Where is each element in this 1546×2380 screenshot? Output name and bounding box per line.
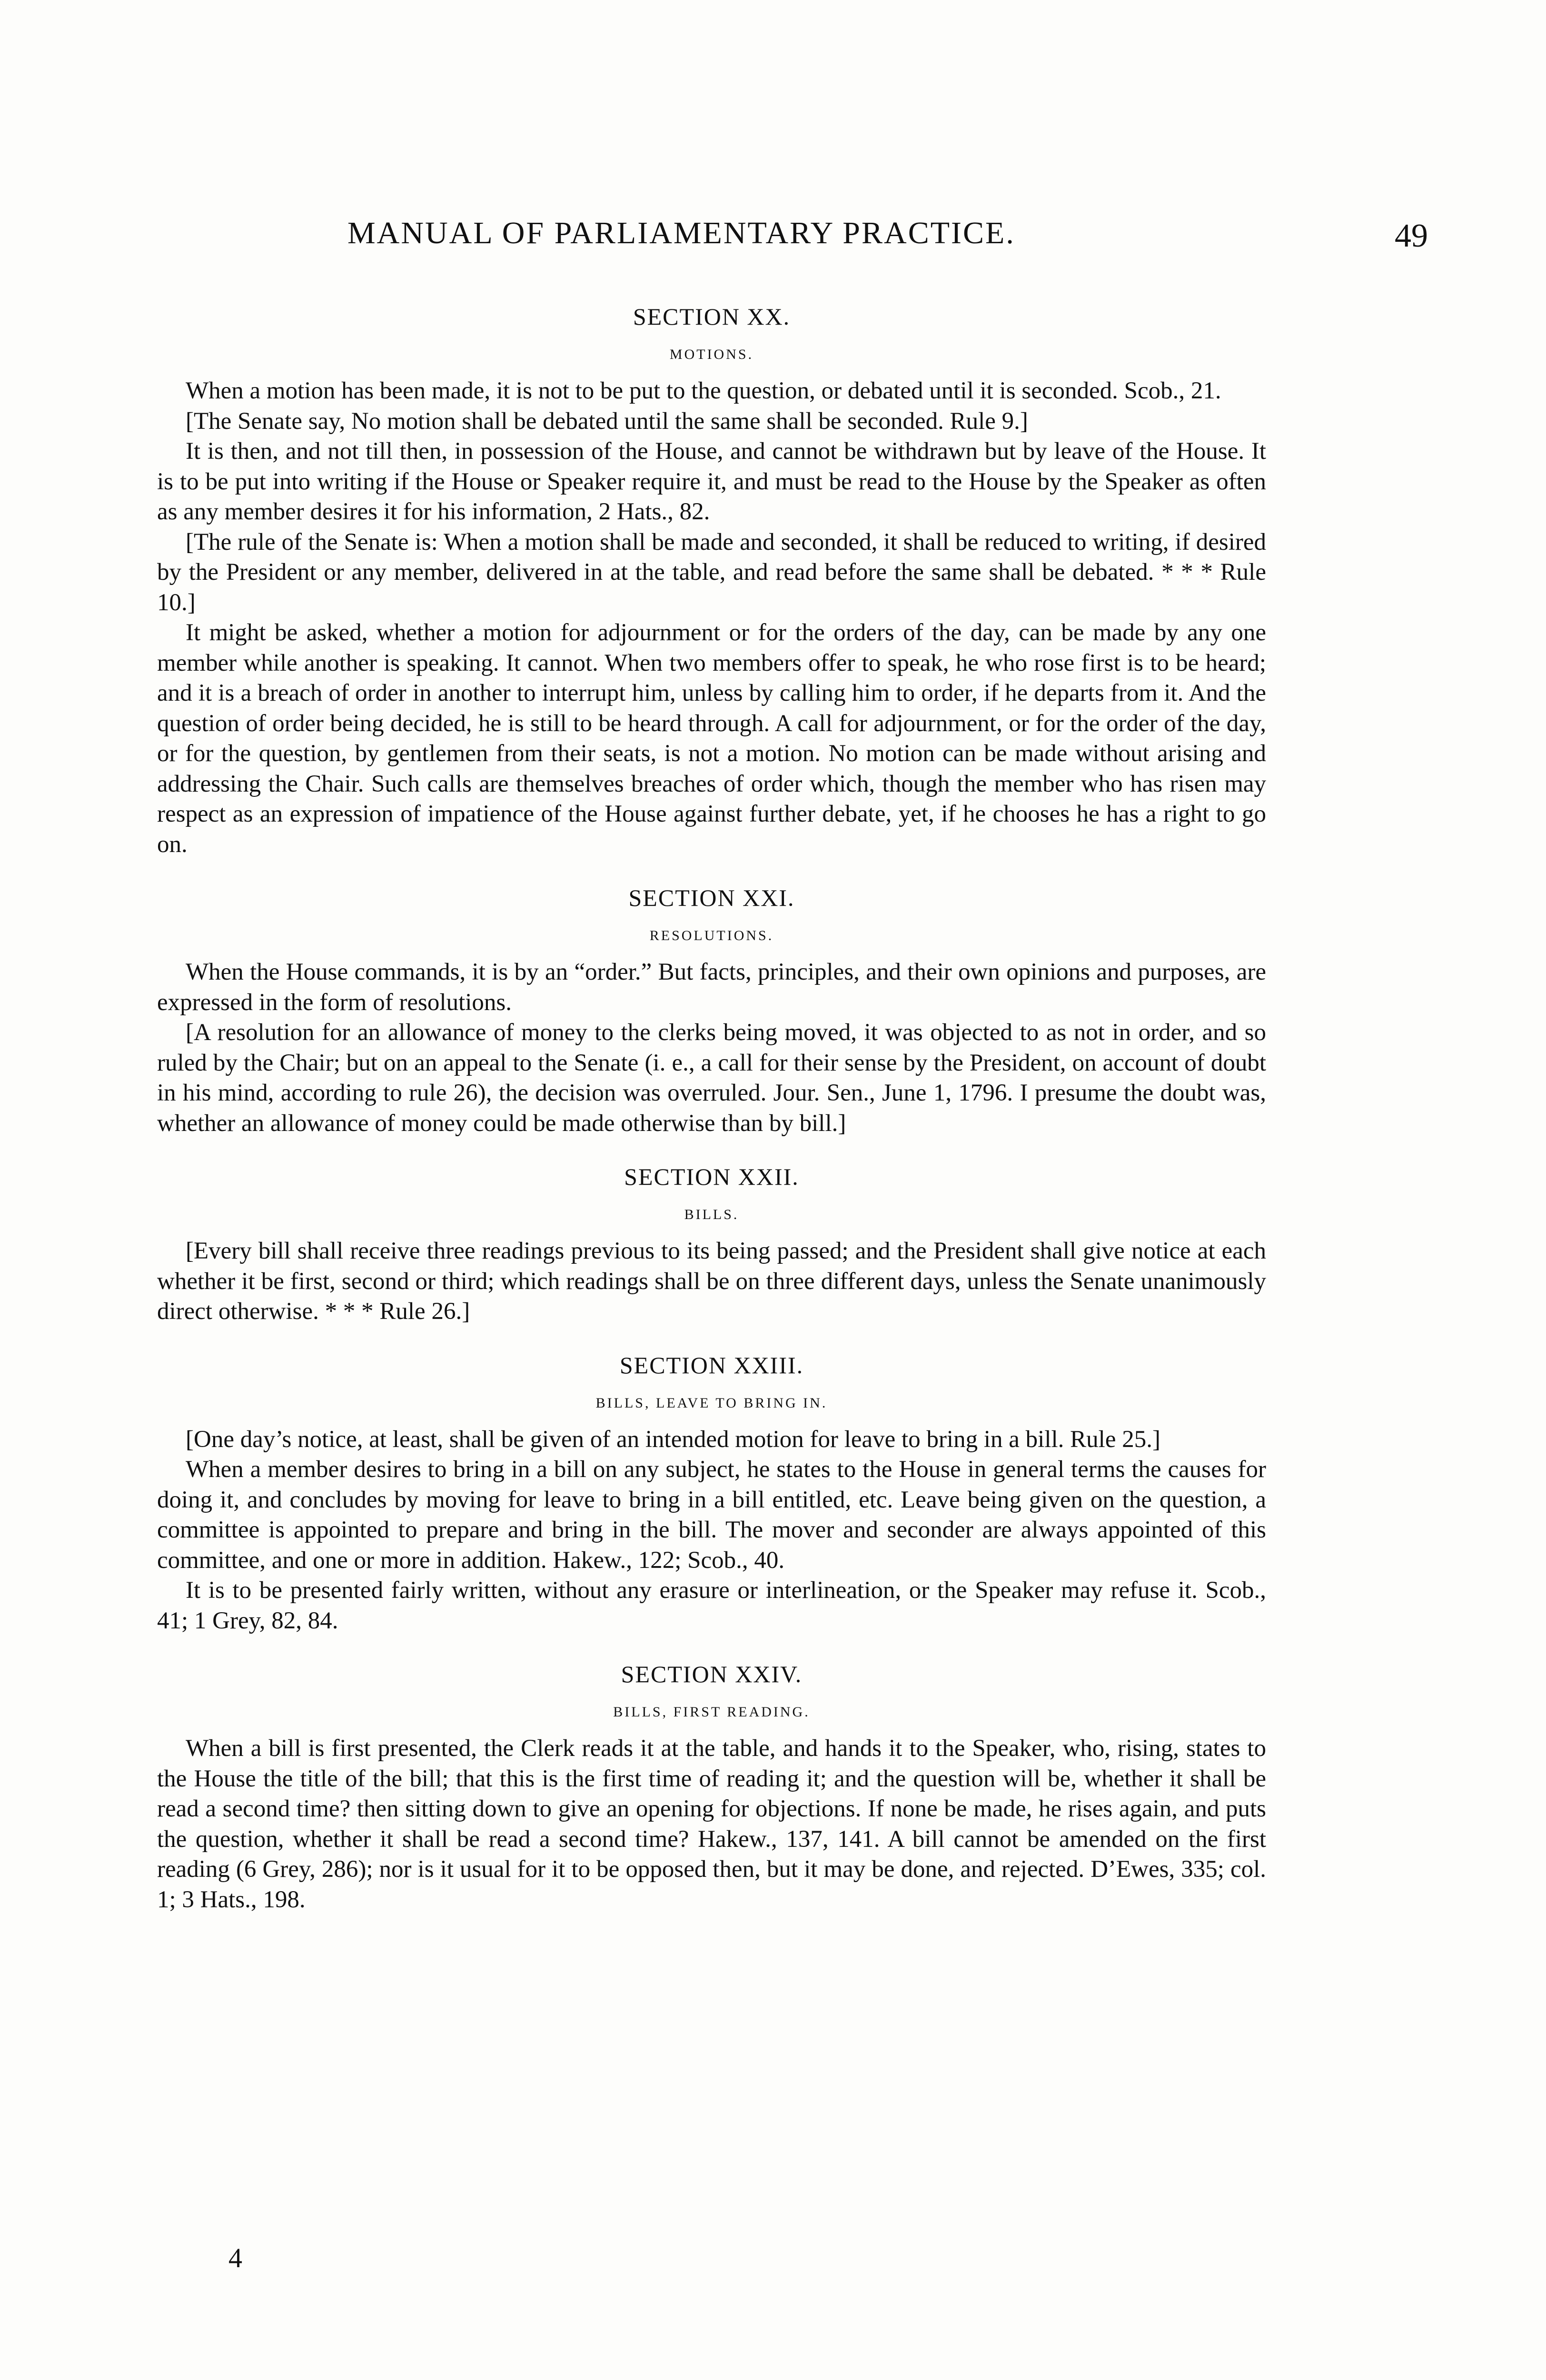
paragraph: [Every bill shall receive three readings previous to its being passed; and the President shall give notice at each whether it be first, second or third; which readings shall be on three different days, unless the Senate unanimously direct otherwise. * * * Rule 26.]: [157, 1238, 1266, 1325]
paragraph: [The rule of the Senate is: When a motion shall be made and seconded, it shall be reduced to writing, if desired by the President or any member, delivered in at the table, and read before the same shall be debated. * * * Rule 10.]: [157, 528, 1266, 616]
paragraph: [The Senate say, No motion shall be debated until the same shall be seconded. Rule 9.]: [186, 407, 1028, 435]
running-head: [157, 215, 1428, 268]
signature-mark: 4: [228, 2242, 242, 2273]
paragraph: [A resolution for an allowance of money to the clerks being moved, it was objected to as not in order, and so ruled by the Chair; but on an appeal to the Senate (i. e., a call for their sense by the President, on account of doubt in his mind, according to rule 26), the decision was overruled. Jour. Sen., June 1, 1796. I presume the doubt was, whether an allowance of money could be made otherwise than by bill.]: [157, 1019, 1266, 1137]
paragraph: When a member desires to bring in a bill on any subject, he states to the House in general terms the causes for doing it, and concludes by moving for leave to bring in a bill entitled, etc. Leave being given on the question, a committee is appointed to prepare and bring in the bill. The mover and seconder are always appointed of this committee, and one or more in addition. Hakew., 122; Scob., 40.: [157, 1456, 1266, 1574]
section-subtitle: MOTIONS.: [669, 347, 754, 362]
paragraph: When the House commands, it is by an “order.” But facts, principles, and their own opinions and purposes, are expressed in the form of resolutions.: [157, 959, 1266, 1016]
section-motions: [157, 305, 1266, 860]
section-subtitle: BILLS, FIRST READING.: [613, 1704, 810, 1720]
section-subtitle: BILLS.: [684, 1207, 739, 1222]
section-bills-leave: [157, 1353, 1266, 1636]
running-title: MANUAL OF PARLIAMENTARY PRACTICE.: [347, 216, 1015, 250]
section-subtitle: BILLS, LEAVE TO BRING IN.: [595, 1395, 828, 1411]
section-title: SECTION XX.: [633, 303, 791, 330]
paragraph: It might be asked, whether a motion for adjournment or for the orders of the day, can be made by any one member while another is speaking. It cannot. When two members offer to speak, he who rose first is to be heard; and it is a breach of order in another to interrupt him, unless by calling him to order, if he departs from it. And the question of order being decided, he is still to be heard through. A call for adjournment, or for the order of the day, or for the question, by gentlemen from their seats, is not a motion. No motion can be made without arising and addressing the Chair. Such calls are themselves breaches of order which, though the member who has risen may respect as an expression of impatience of the House against further debate, yet, if he chooses he has a right to go on.: [157, 619, 1266, 858]
section-subtitle: RESOLUTIONS.: [649, 928, 774, 943]
paragraph: It is to be presented fairly written, without any erasure or interlineation, or the Speaker may refuse it. Scob., 41; 1 Grey, 82, 84.: [157, 1577, 1266, 1634]
paragraph: When a motion has been made, it is not to be put to the question, or debated until it is seconded. Scob., 21.: [186, 377, 1221, 404]
section-resolutions: [157, 886, 1266, 1139]
paragraph: When a bill is first presented, the Clerk reads it at the table, and hands it to the Speaker, who, rising, states to the House the title of the bill; that this is the first time of reading it; and the question will be, whether it shall be read a second time? then sitting down to give an opening for objections. If none be made, he rises again, and puts the question, whether it shall be read a second time? Hakew., 137, 141. A bill cannot be amended on the first reading (6 Grey, 286); nor is it usual for it to be opposed then, but it may be done, and rejected. D’Ewes, 335; col. 1; 3 Hats., 198.: [157, 1735, 1266, 1913]
section-title: SECTION XXIII.: [619, 1351, 804, 1378]
section-bills: [157, 1165, 1266, 1327]
section-title: SECTION XXI.: [628, 884, 795, 911]
page-number: 49: [1395, 218, 1428, 254]
section-title: SECTION XXII.: [624, 1163, 799, 1190]
section-title: SECTION XXIV.: [621, 1661, 803, 1687]
section-bills-first-reading: [157, 1662, 1266, 1915]
page-body: [157, 305, 1266, 1941]
paragraph: [One day’s notice, at least, shall be given of an intended motion for leave to bring in a bill. Rule 25.]: [186, 1426, 1160, 1453]
paragraph: It is then, and not till then, in possession of the House, and cannot be withdrawn but by leave of the House. It is to be put into writing if the House or Speaker require it, and must be read to the House by the Speaker as often as any member desires it for his information, 2 Hats., 82.: [157, 438, 1266, 525]
